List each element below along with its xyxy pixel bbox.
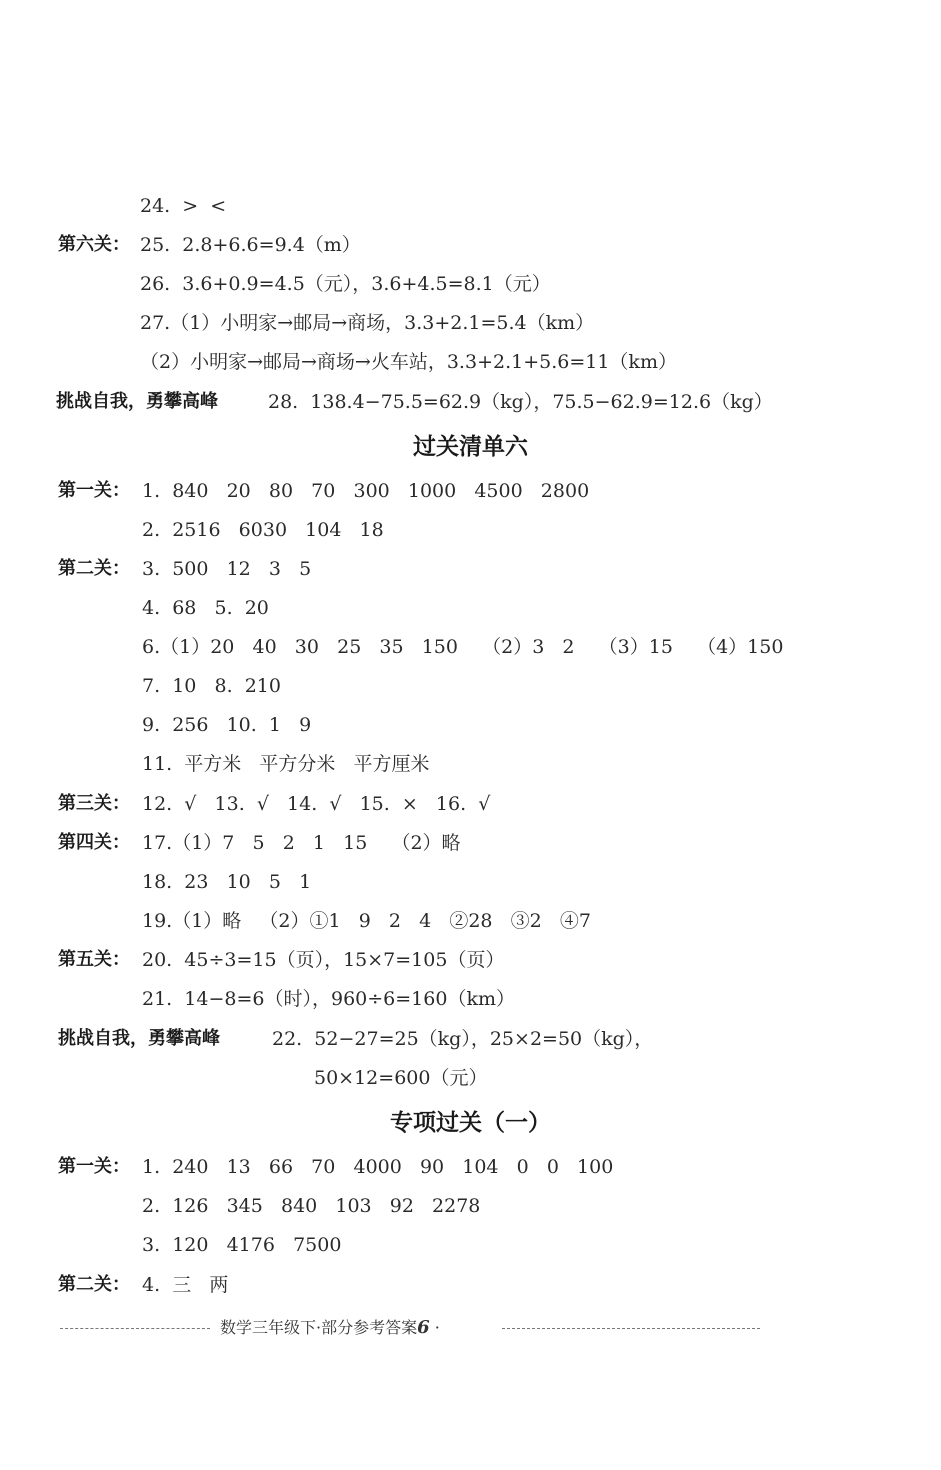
footer-dot: · — [434, 1318, 440, 1337]
sp-line-2: 2. 126 345 840 103 92 2278 — [142, 1195, 481, 1217]
challenge-label: 挑战自我，勇攀高峰 — [56, 391, 218, 412]
sp-level-label-2: 第二关： — [58, 1274, 130, 1295]
prev-line-27: 27.（1）小明家→邮局→商场，3.3+2.1=5.4（km） — [140, 312, 595, 334]
sp-line-1: 1. 240 13 66 70 4000 90 104 0 0 100 — [142, 1156, 614, 1178]
prev-line-24: 24. > < — [140, 195, 227, 217]
prev-line-27-2: （2）小明家→邮局→商场→火车站，3.3+2.1+5.6=11（km） — [140, 351, 677, 373]
prev-line-26: 26. 3.6+0.9=4.5（元），3.6+4.5=8.1（元） — [140, 273, 551, 295]
level-label-4: 第四关： — [58, 832, 130, 853]
footer-text — [220, 1316, 440, 1340]
footer-divider-right — [502, 1328, 760, 1329]
page-footer — [60, 1316, 760, 1340]
level-label-3: 第三关： — [58, 793, 130, 814]
sp-line-4: 4. 三 两 — [142, 1274, 229, 1296]
s6-line-12: 12. √ 13. √ 14. √ 15. × 16. √ — [142, 793, 491, 815]
s6-line-3: 3. 500 12 3 5 — [142, 558, 312, 580]
s6-line-6: 6.（1）20 40 30 25 35 150 （2）3 2 （3）15 （4）150 — [142, 636, 784, 658]
s6-line-19: 19.（1）略 （2）①1 9 2 4 ②28 ③2 ④7 — [142, 910, 591, 932]
prev-line-25: 25. 2.8+6.6=9.4（m） — [140, 234, 361, 256]
s6-line-21: 21. 14−8=6（时），960÷6=160（km） — [142, 988, 515, 1010]
s6-line-9: 9. 256 10. 1 9 — [142, 714, 312, 736]
s6-line-17: 17.（1）7 5 2 1 15 （2）略 — [142, 832, 461, 854]
footer-title: 数学三年级下·部分参考答案 — [220, 1318, 418, 1337]
sp-line-3: 3. 120 4176 7500 — [142, 1234, 342, 1256]
level-label-6: 第六关： — [58, 234, 130, 255]
s6-line-22: 22. 52−27=25（kg），25×2=50（kg）， — [272, 1028, 654, 1050]
s6-line-22-cont: 50×12=600（元） — [314, 1067, 488, 1089]
s6-line-2: 2. 2516 6030 104 18 — [142, 519, 384, 541]
page-number: 6 — [417, 1317, 430, 1338]
s6-line-4: 4. 68 5. 20 — [142, 597, 269, 619]
level-label-2: 第二关： — [58, 558, 130, 579]
s6-line-20: 20. 45÷3=15（页），15×7=105（页） — [142, 949, 505, 971]
level-label-5: 第五关： — [58, 949, 130, 970]
s6-line-11: 11. 平方米 平方分米 平方厘米 — [142, 753, 430, 775]
challenge-label-6: 挑战自我，勇攀高峰 — [58, 1028, 220, 1049]
footer-divider-left — [60, 1328, 210, 1329]
section-title-special: 专项过关（一） — [390, 1110, 551, 1136]
s6-line-18: 18. 23 10 5 1 — [142, 871, 312, 893]
s6-line-1: 1. 840 20 80 70 300 1000 4500 2800 — [142, 480, 590, 502]
sp-level-label-1: 第一关： — [58, 1156, 130, 1177]
s6-line-7: 7. 10 8. 210 — [142, 675, 281, 697]
prev-line-28: 28. 138.4−75.5=62.9（kg），75.5−62.9=12.6（kg） — [268, 391, 773, 413]
level-label-1: 第一关： — [58, 480, 130, 501]
section-title-6: 过关清单六 — [413, 434, 528, 460]
